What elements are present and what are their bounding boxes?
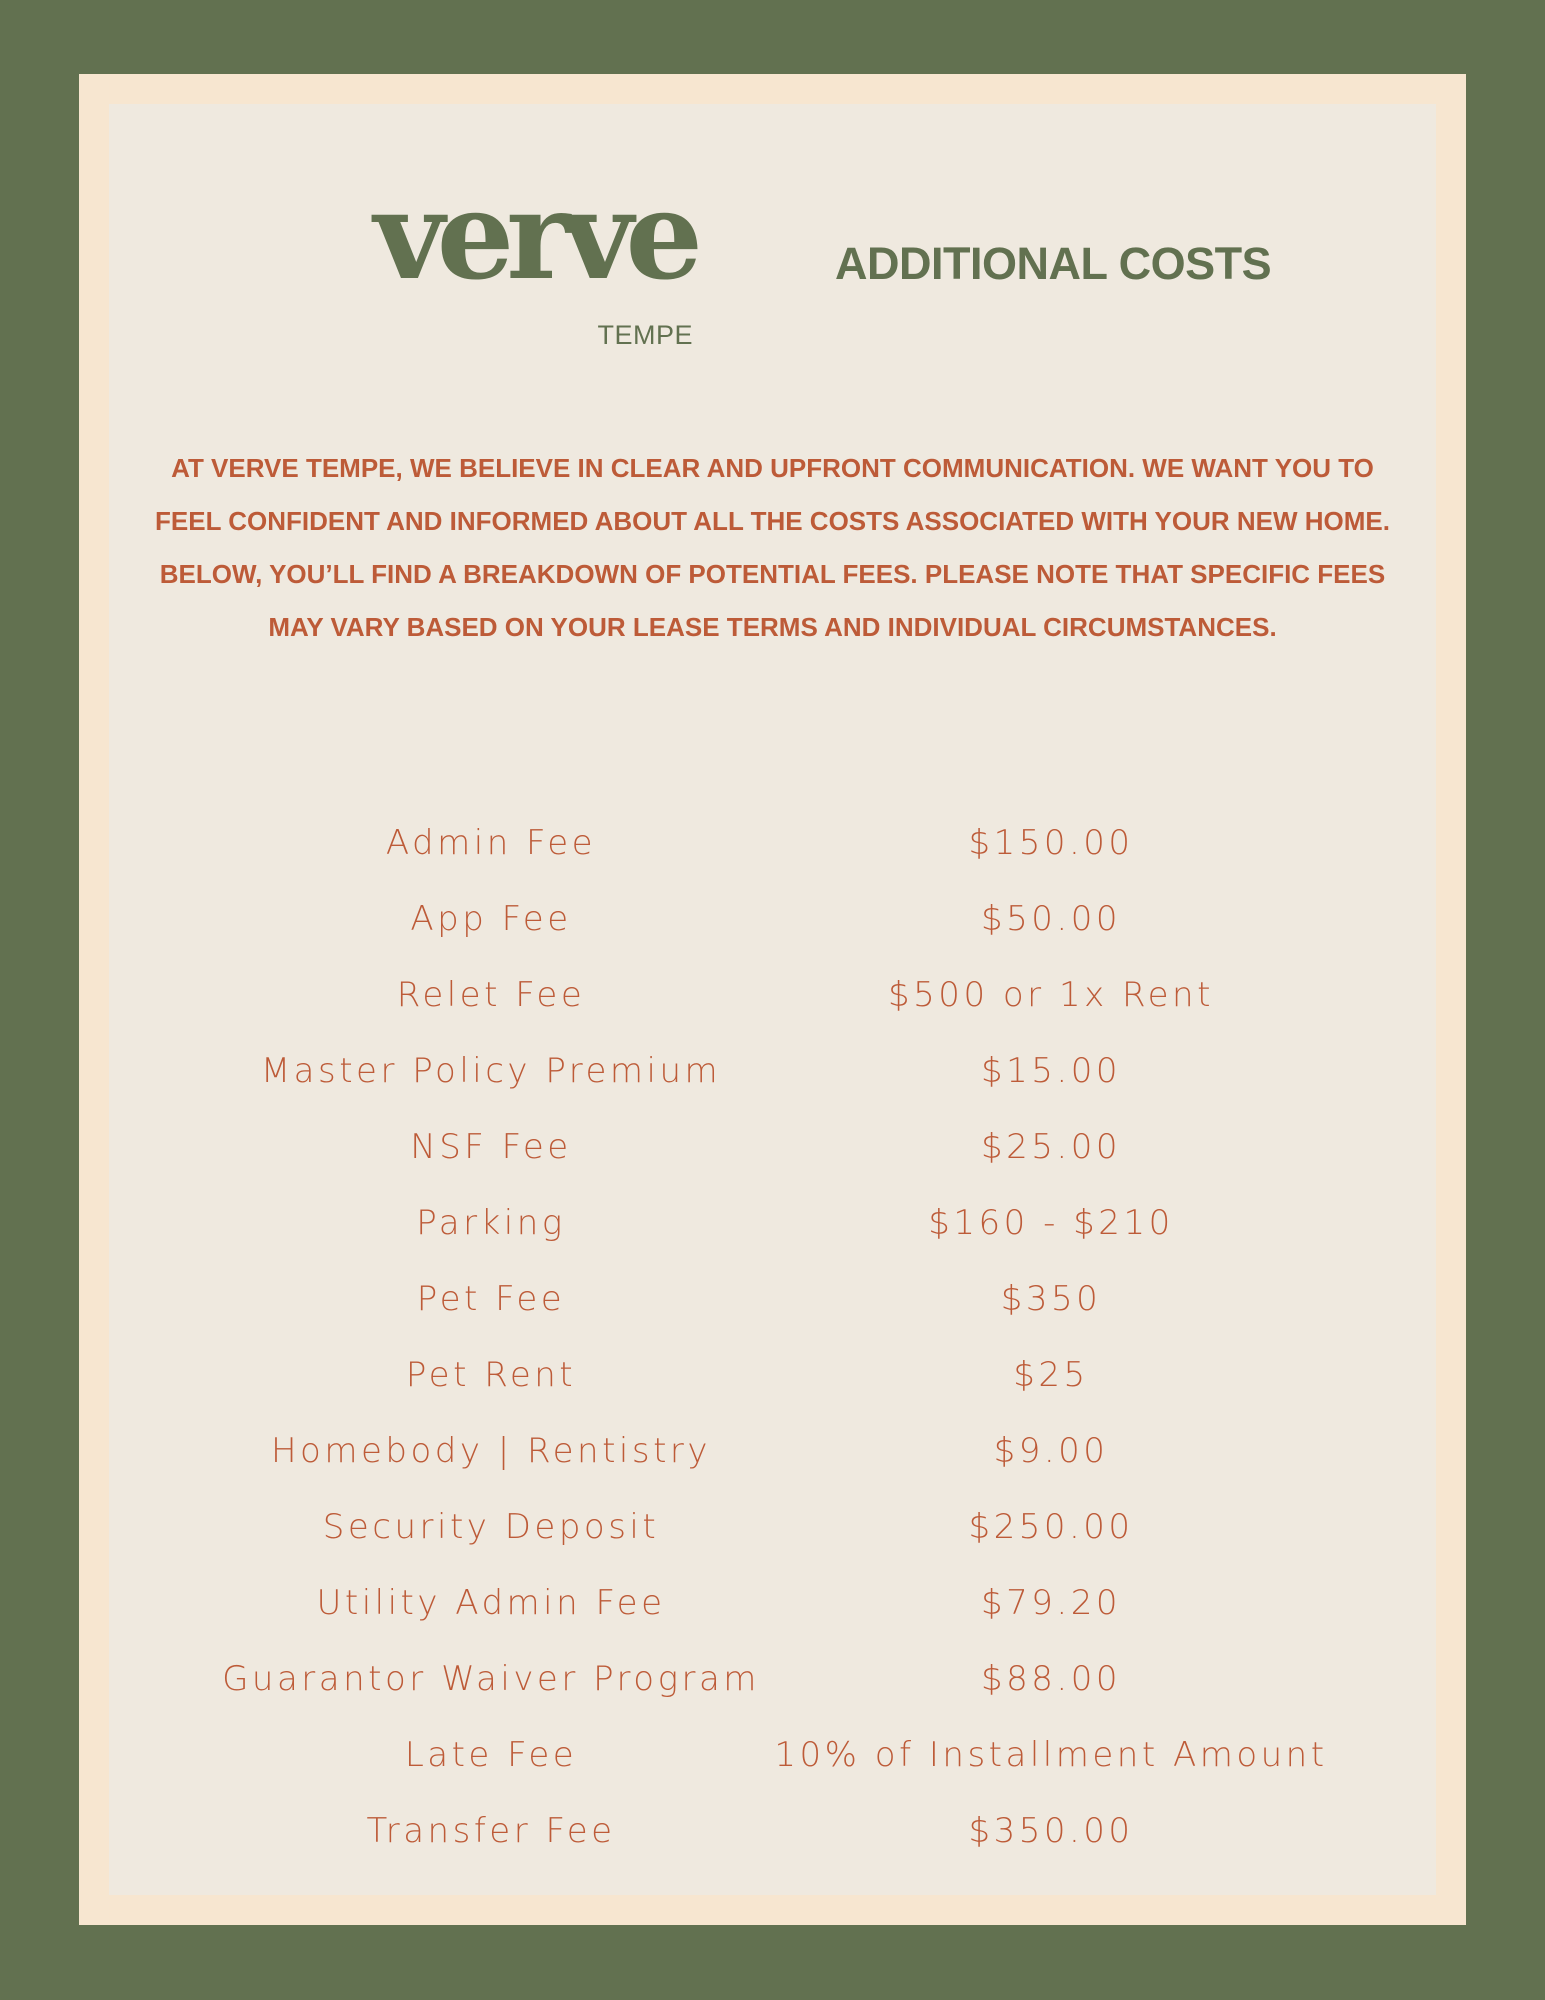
fee-name: Pet Fee (416, 1279, 566, 1319)
fee-name: Transfer Fee (366, 1811, 616, 1851)
fee-name: NSF Fee (410, 1127, 572, 1167)
fee-row (109, 1355, 1436, 1434)
fee-name: Homebody | Rentistry (270, 1431, 712, 1471)
document-page (109, 104, 1436, 1895)
verve-logo (255, 163, 715, 367)
fee-amount: $88.00 (981, 1659, 1121, 1699)
fee-amount: $150.00 (968, 823, 1134, 863)
fee-row (109, 1279, 1436, 1358)
fee-row (109, 1659, 1436, 1738)
page-title: ADDITIONAL COSTS (835, 238, 1272, 289)
fee-name: Master Policy Premium (260, 1051, 722, 1091)
fee-row (109, 975, 1436, 1054)
fee-amount: $350.00 (968, 1811, 1134, 1851)
fee-amount: $79.20 (981, 1583, 1121, 1623)
fee-row (109, 1431, 1436, 1510)
fee-name: Pet Rent (405, 1355, 577, 1395)
fee-amount: $250.00 (968, 1507, 1134, 1547)
logo-subtitle: TEMPE (597, 320, 693, 350)
fee-amount: $9.00 (993, 1431, 1109, 1471)
fee-amount: $15.00 (981, 1051, 1121, 1091)
fee-row (109, 823, 1436, 902)
fee-amount: $50.00 (981, 899, 1121, 939)
fee-name: Utility Admin Fee (316, 1583, 666, 1623)
outer-frame (79, 74, 1466, 1925)
fee-name: Guarantor Waiver Program (222, 1659, 760, 1699)
logo-wordmark: verve (373, 163, 695, 307)
fee-name: Admin Fee (385, 823, 597, 863)
fee-table (109, 823, 1436, 1890)
fee-row (109, 1127, 1436, 1206)
fee-amount: 10% of Installment Amount (774, 1735, 1328, 1775)
fee-row (109, 1735, 1436, 1814)
fee-amount: $25 (1013, 1355, 1089, 1395)
fee-row (109, 1507, 1436, 1586)
fee-row (109, 899, 1436, 978)
fee-row (109, 1811, 1436, 1890)
fee-row (109, 1203, 1436, 1282)
fee-name: Security Deposit (322, 1507, 660, 1547)
fee-name: Relet Fee (396, 975, 586, 1015)
fee-name: App Fee (410, 899, 572, 939)
fee-row (109, 1051, 1436, 1130)
fee-amount: $350 (1000, 1279, 1102, 1319)
fee-amount: $160 - $210 (928, 1203, 1174, 1243)
fee-name: Parking (416, 1203, 566, 1243)
fee-row (109, 1583, 1436, 1662)
fee-amount: $25.00 (981, 1127, 1121, 1167)
fee-amount: $500 or 1x Rent (888, 975, 1214, 1015)
intro-paragraph: AT VERVE TEMPE, WE BELIEVE IN CLEAR AND UPFRONT COMMUNICATION. WE WANT YOU TO FEEL CONFIDENT AND INFORMED ABOUT ALL THE COSTS ASSOCIATED WITH YOUR NEW HOME. BELOW, YOU’LL FIND A BREAKDOWN OF POTENTIAL FEES. PLEASE NOTE THAT SPECIFIC FEES MAY VARY BASED ON YOUR LEASE TERMS AND INDIVIDUAL CIRCUMSTANCES. (155, 453, 1390, 642)
fee-name: Late Fee (404, 1735, 578, 1775)
